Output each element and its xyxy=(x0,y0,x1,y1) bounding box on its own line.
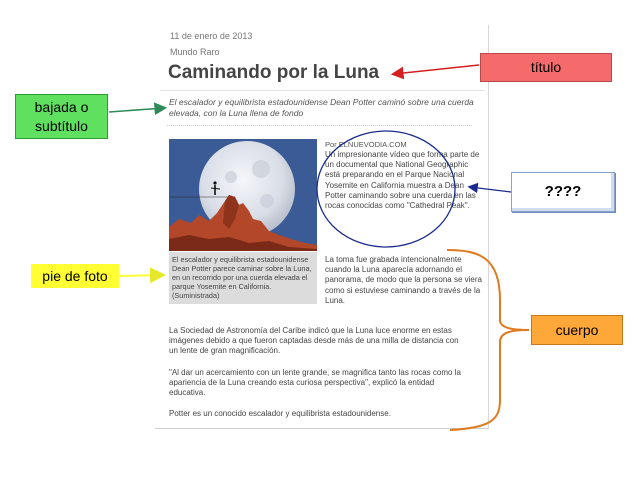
article-date: 11 de enero de 2013 xyxy=(170,31,253,41)
label-question: ???? xyxy=(511,172,615,212)
titulo-arrow xyxy=(394,65,479,74)
body-paragraph: "Al dar un acercamiento con un lente grande, se magnifica tanto las rocas como la apariencia de la Luna creando esta curiosa perspectiva", explicó la entidad educativa. xyxy=(169,368,461,398)
label-pie-de-foto: pie de foto xyxy=(31,264,119,288)
photo-caption: El escalador y equilibrista estadounidense Dean Potter parece caminar sobre la Luna, en un recorrido por una cuerda elevada el parque Yosemite en California. (Suministrada) xyxy=(172,255,312,300)
label-cuerpo: cuerpo xyxy=(531,315,623,345)
question-arrow xyxy=(470,187,511,192)
highlight-ellipse xyxy=(317,131,455,247)
body-paragraph: La toma fue grabada intencionalmente cuando la Luna aparecía adornando el panorama, de modo que la persona se viera como si estuviese caminando a través de la Luna. xyxy=(325,255,482,305)
cuerpo-brace xyxy=(447,250,529,430)
article-byline: Por ELNUEVODIA.COM xyxy=(325,140,407,149)
body-paragraph: Potter es un conocido escalador y equilibrista estadounidense. xyxy=(169,409,391,418)
pie-arrow xyxy=(119,275,162,276)
article-title: Caminando por la Luna xyxy=(168,62,380,83)
bajada-arrow xyxy=(109,108,164,112)
label-titulo: título xyxy=(480,53,612,82)
article-section: Mundo Raro xyxy=(170,47,220,57)
label-bajada: bajada o subtítulo xyxy=(15,94,108,139)
body-paragraph: La Sociedad de Astronomía del Caribe indicó que la Luna luce enorme en estas imágenes debido a que fueron captadas desde más de una milla de distancia con un lente de gran magnificación. xyxy=(169,326,459,356)
body-paragraph: Un impresionante vídeo que forma parte de un documental que National Geographic está preparando en el Parque Nacional Yosemite en California muestra a Dean Potter caminando sobre una cuerda en las rocas conocidas como "Cathedral Peak". xyxy=(325,150,480,211)
article-lead: El escalador y equilibrista estadounidense Dean Potter caminó sobre una cuerda elevada, con la Luna llena de fondo xyxy=(169,97,474,118)
